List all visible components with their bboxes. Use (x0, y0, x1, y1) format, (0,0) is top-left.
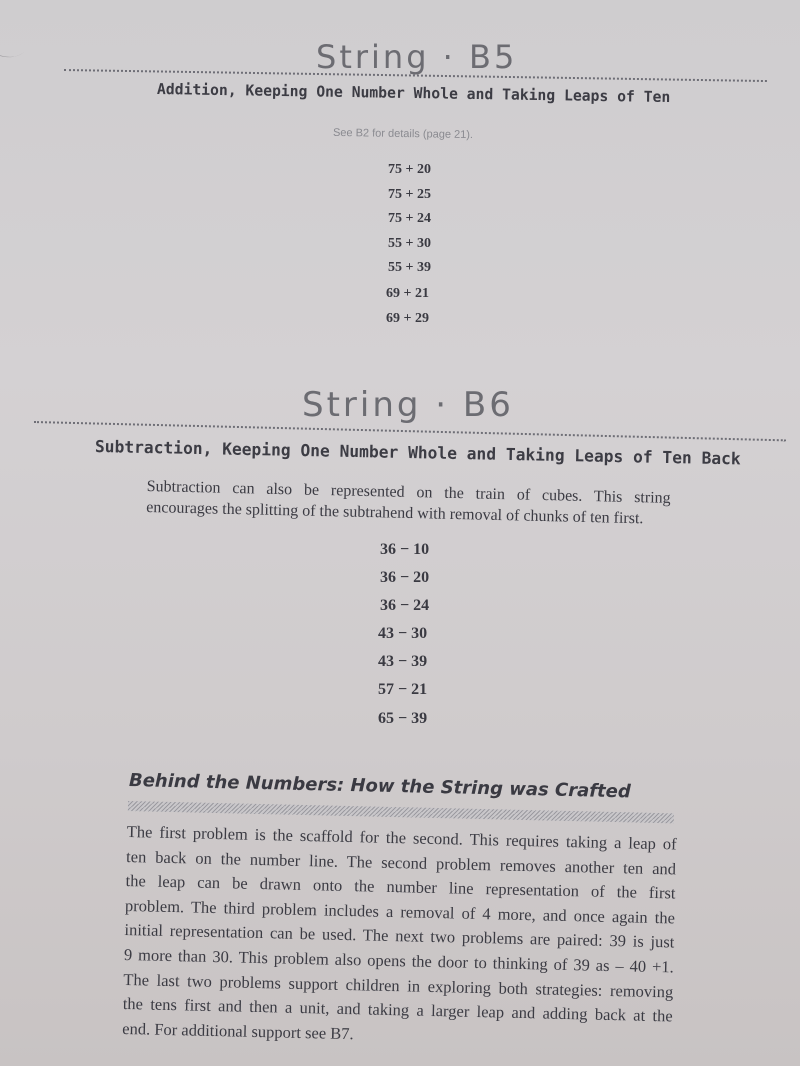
b5-problem: 55 + 30 (388, 236, 431, 251)
b6-problem: 36 − 10 (380, 541, 430, 558)
b6-subtitle: Subtraction, Keeping One Number Whole and Taking Leaps of Ten Back (94, 437, 741, 469)
b6-title: String · B6 (302, 385, 514, 425)
behind-the-numbers-paragraph (122, 820, 677, 1054)
paragraph-line: 9 more than 30. This problem also opens the door to thinking of 39 as – 40 +1. (123, 944, 675, 977)
b6-problem: 43 − 39 (378, 653, 428, 670)
paragraph-line: initial representation can be used. The next two problems are paired: 39 is just (124, 920, 675, 952)
b5-title: String · B5 (316, 38, 518, 76)
page-fold-edge (0, 0, 48, 70)
b5-problem: 75 + 20 (388, 162, 431, 177)
b5-problem: 75 + 25 (388, 187, 431, 202)
b6-problem: 65 − 39 (378, 710, 428, 727)
paragraph-line: The first problem is the scaffold for the second. This requires taking a leap of (126, 821, 677, 854)
b6-problem: 57 − 21 (378, 681, 428, 698)
heading-hatch-rule (128, 801, 674, 823)
paragraph-line: ten back on the number line. The second problem removes another ten and (125, 846, 677, 879)
paragraph-line: problem. The third problem includes a removal of 4 more, and once again the (124, 895, 676, 928)
b6-problem: 36 − 24 (380, 597, 430, 614)
b6-intro (146, 476, 671, 530)
b6-intro-line: Subtraction can also be represented on the train of cubes. This string (146, 477, 671, 507)
b5-reference-note: See B2 for details (page 21). (332, 126, 474, 142)
b5-problem: 69 + 21 (386, 286, 429, 301)
b5-problem: 55 + 39 (388, 260, 431, 275)
b5-subtitle: Addition, Keeping One Number Whole and Taking Leaps of Ten (156, 80, 671, 107)
b6-problem: 36 − 20 (380, 569, 430, 586)
paragraph-line: the tens first and then a unit, and taking a larger leap and adding back at the (122, 994, 673, 1026)
b5-problem: 69 + 29 (386, 311, 429, 326)
paragraph-line: end. For additional support see B7. (122, 1018, 354, 1043)
b6-intro-line: encourages the splitting of the subtrahend with removal of chunks of ten first. (146, 498, 644, 528)
behind-the-numbers-heading: Behind the Numbers: How the String was Crafted (128, 770, 631, 803)
paragraph-line: the leap can be drawn onto the number line representation of the first (125, 871, 676, 903)
b6-problem: 43 − 30 (378, 625, 428, 642)
b5-problem: 75 + 24 (388, 211, 431, 226)
paragraph-line: The last two problems support children in exploring both strategies: removing (123, 969, 674, 1001)
